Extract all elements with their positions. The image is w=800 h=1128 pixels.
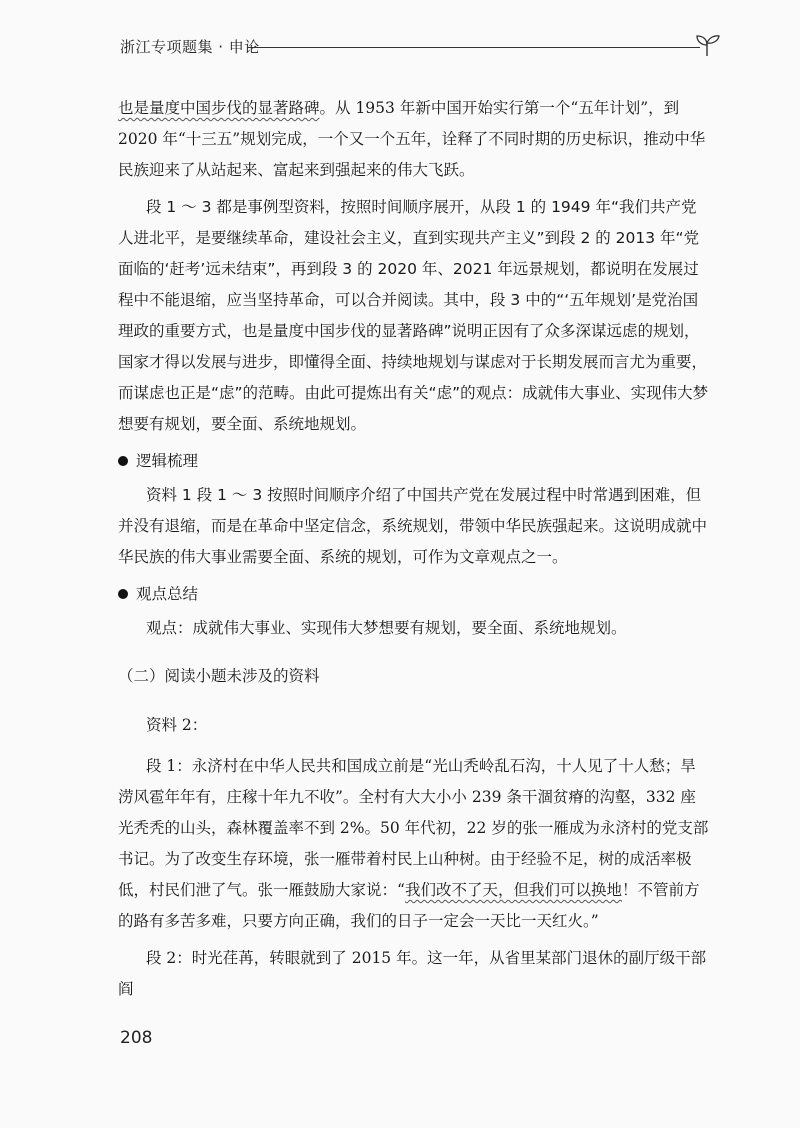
underlined-phrase: 也是量度中国步伐的显著路碑 — [118, 99, 320, 117]
material-paragraph-2: 段 2：时光荏苒，转眼就到了 2015 年。这一年，从省里某部门退休的副厅级干部阎 — [118, 949, 707, 998]
viewpoint-paragraph: 观点：成就伟大事业、实现伟大梦想要有规划，要全面、系统地规划。 — [146, 619, 627, 637]
running-header — [120, 30, 720, 64]
analysis-paragraph: 段 1 ～ 3 都是事例型资料，按照时间顺序展开，从段 1 的 1949 年“我们共产党人进北平，是要继续革命，建设社会主义，直到实现共产主义”到段 2 的 2013 年“党面临的‘赶考’远未结束”，再到段 3 的 2020 年、2021 年远景规划，都说明在发展过程中不能退缩，应当坚持革命，可以合并阅读。其中，段 3 中的“‘五年规划’是党治国理政的重要方式，也是量度中国步伐的显著路碑”说明正因有了众多深谋远虑的规划，国家才得以发展与进步，即懂得全面、持续地规划与谋虑对于长期发展而言尤为重要，而谋虑也正是“虑”的范畴。由此可提炼出有关“虑”的观点：成就伟大事业、实现伟大梦想要有规划，要全面、系统地规划。 — [118, 198, 709, 433]
bullet-logic-heading: 逻辑梳理 — [118, 447, 710, 475]
section-heading: （二）阅读小题未涉及的资料 — [118, 667, 320, 685]
page-number: 208 — [120, 1028, 153, 1048]
logic-paragraph: 资料 1 段 1 ～ 3 按照时间顺序介绍了中国共产党在发展过程中时常遇到困难，但并没有退缩，而是在革命中坚定信念，系统规划，带领中华民族强起来。这说明成就中华民族的伟大事业需要全面、系统的规划，可作为文章观点之一。 — [118, 486, 708, 566]
paragraph-intro: 也是量度中国步伐的显著路碑。从 1953 年新中国开始实行第一个“五年计划”，到 2020 年“十三五”规划完成，一个又一个五年，诠释了不同时期的历史标识，推动中华民族迎来了从站起来、富起来到强起来的伟大飞跃。 — [118, 99, 706, 179]
bullet-summary-heading: 观点总结 — [118, 580, 710, 608]
header-title: 浙江专项题集 · 申论 — [120, 38, 260, 56]
sprout-icon — [692, 30, 722, 60]
page-body — [118, 93, 710, 1005]
bullet-dot-icon — [118, 456, 128, 466]
header-rule — [248, 47, 700, 48]
bullet-dot-icon — [118, 589, 128, 599]
material-paragraph-1: 段 1：永济村在中华人民共和国成立前是“光山秃岭乱石沟，十人见了十人愁；旱涝风雹年年有，庄稼十年九不收”。全村有大大小小 239 条干涸贫瘠的沟壑，332 座光秃秃的山头，森林覆盖率不到 2%。50 年代初，22 岁的张一雁成为永济村的党支部书记。为了改变生存环境，张一雁带着村民上山种树。由于经验不足，树的成活率极低，村民们泄了气。张一雁鼓励大家说：“我们改不了天，但我们可以换地！不管前方的路有多苦多难，只要方向正确，我们的日子一定会一天比一天红火。” — [118, 757, 709, 930]
material-label: 资料 2： — [146, 716, 208, 734]
underlined-quote: 我们改不了天，但我们可以换地 — [404, 881, 622, 899]
